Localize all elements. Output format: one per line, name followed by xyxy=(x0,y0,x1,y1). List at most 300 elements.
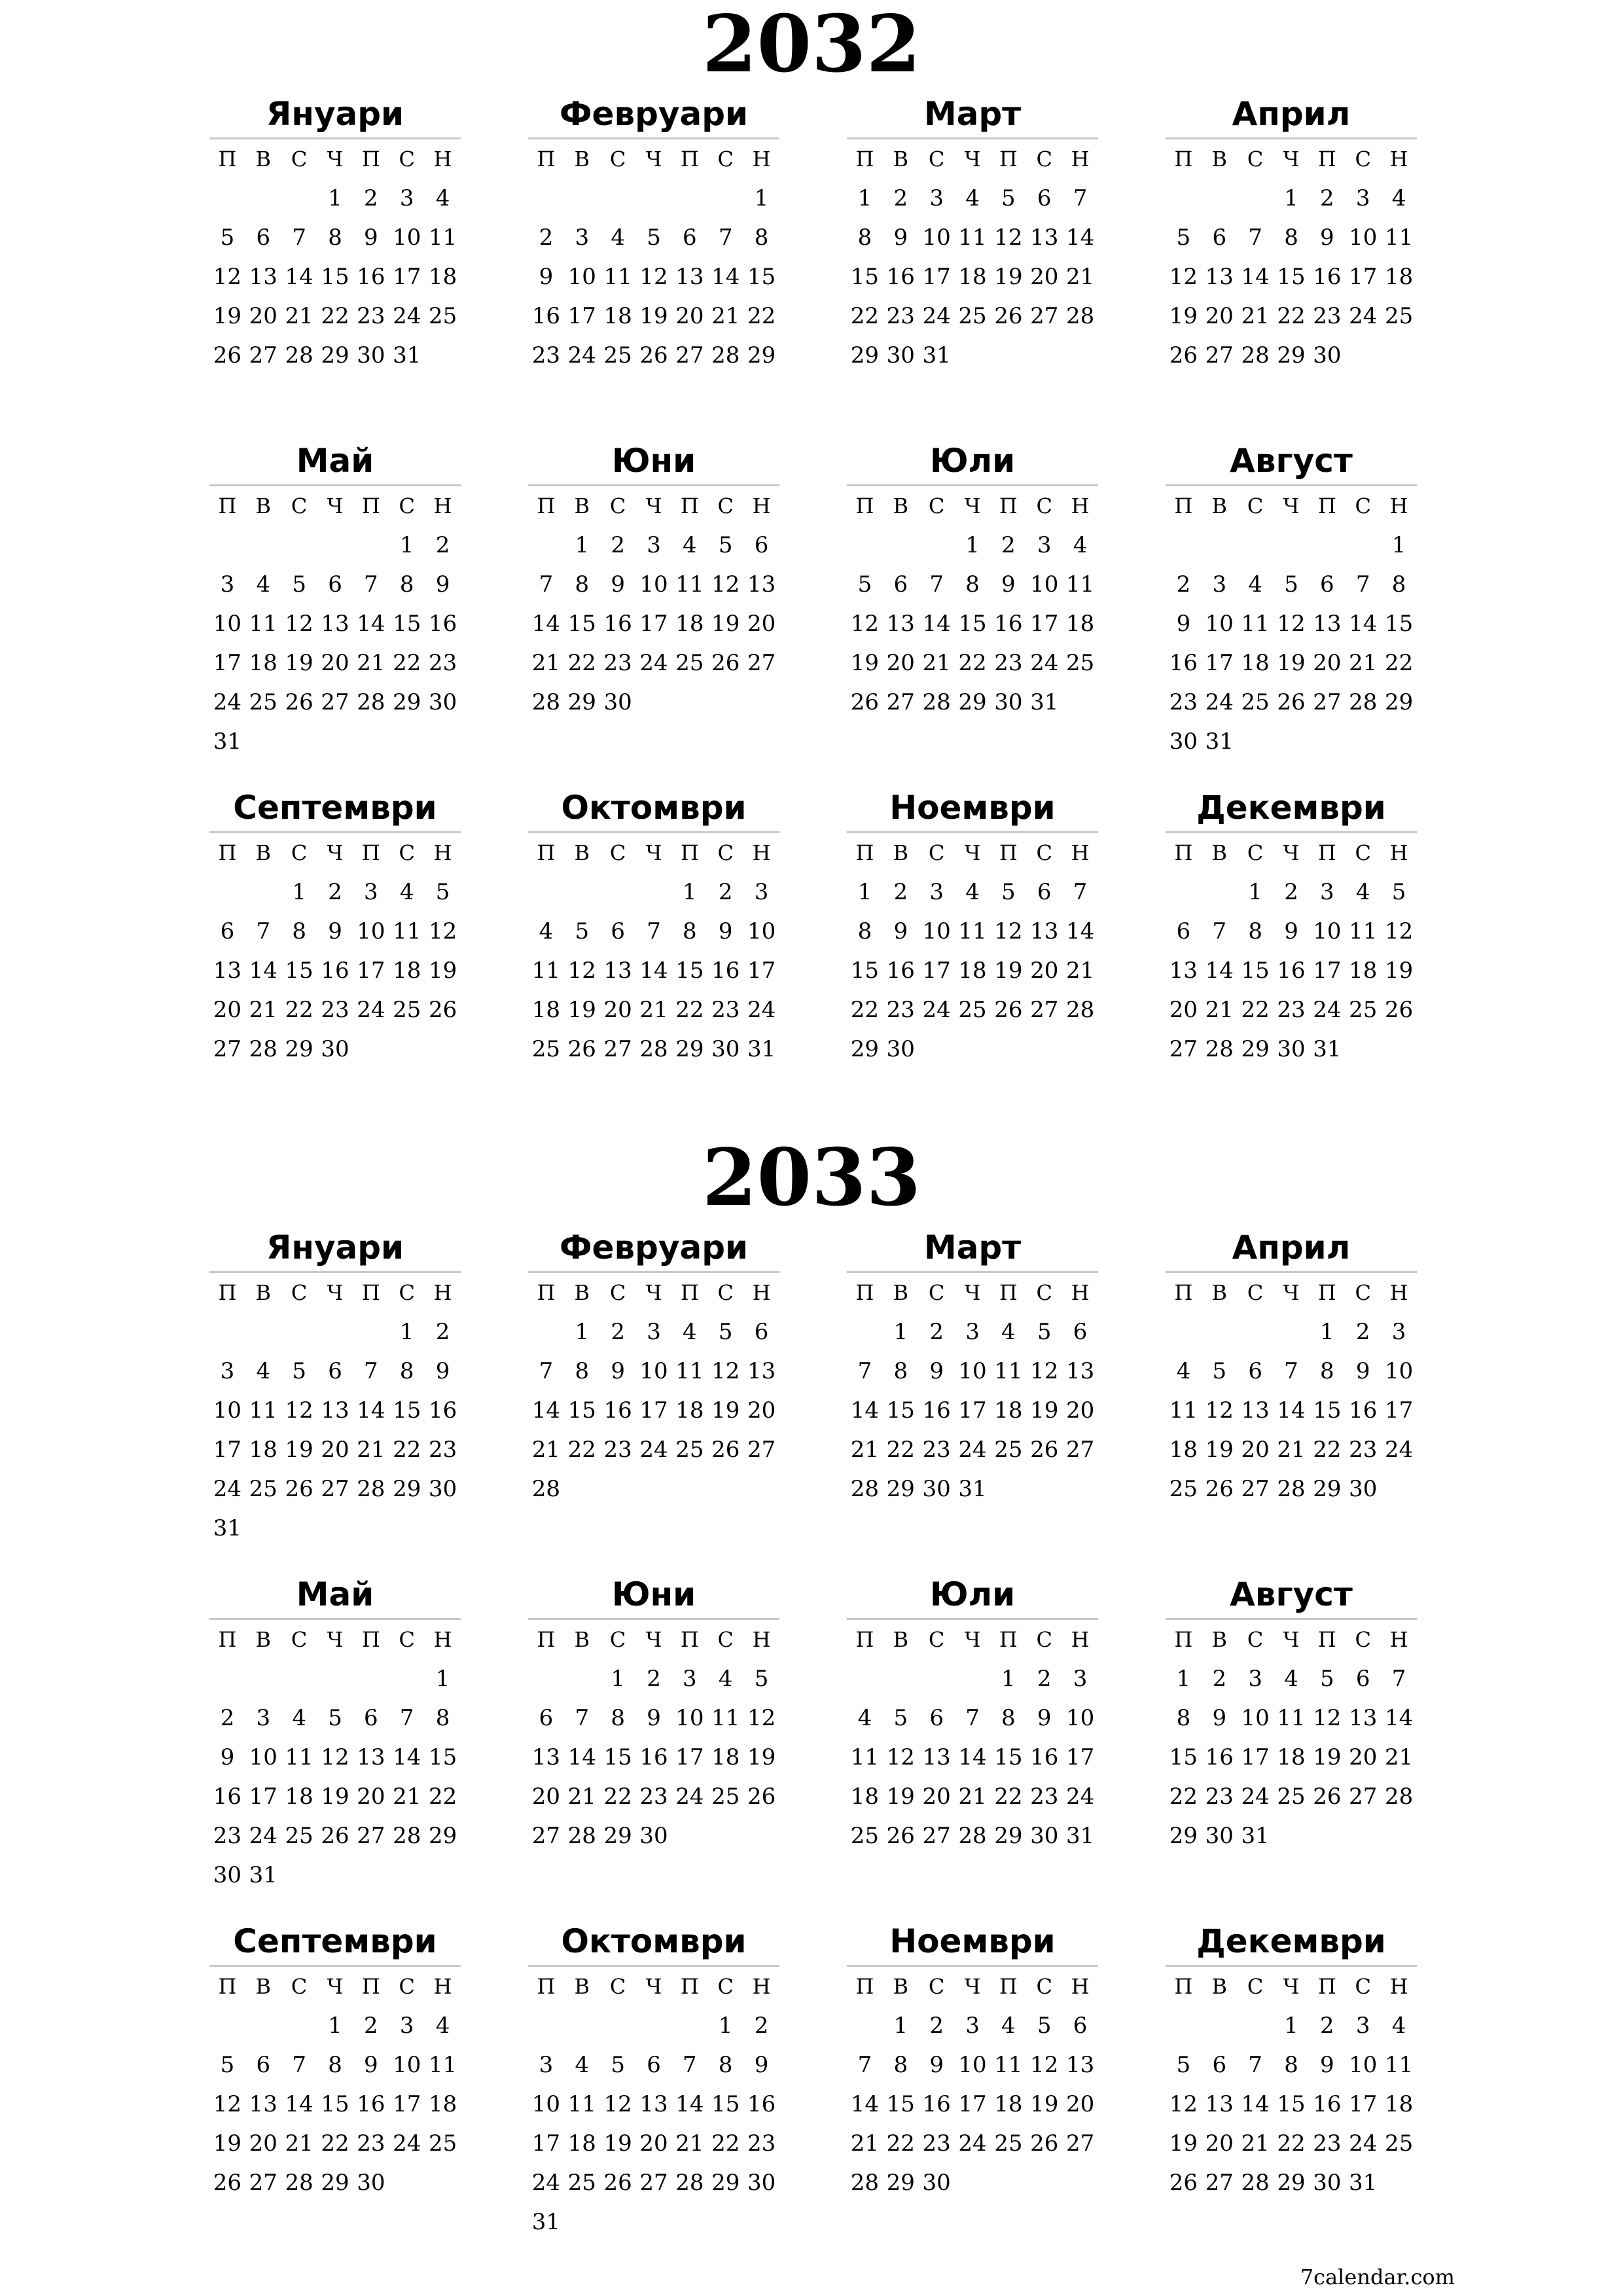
day-cell: 9 xyxy=(893,918,908,944)
day-cell: 6 xyxy=(1248,1358,1262,1384)
weekday-header: Ч xyxy=(645,840,662,865)
weekday-header: С xyxy=(928,840,945,865)
day-cell: 8 xyxy=(399,1358,414,1384)
empty-day-cell xyxy=(600,2006,636,2045)
day-cell: 3 xyxy=(1391,1319,1406,1345)
day-cell: 11 xyxy=(1241,611,1270,637)
day-cell: 23 xyxy=(994,650,1023,676)
day-cell: 31 xyxy=(249,1862,277,1888)
day-cell: 16 xyxy=(639,1744,668,1770)
day-cell: 21 xyxy=(675,2130,704,2157)
day-cell: 12 xyxy=(639,264,668,290)
day-cell: 6 xyxy=(539,1705,554,1731)
month-block xyxy=(847,1918,1098,2202)
day-cell: 17 xyxy=(393,2091,421,2117)
weekday-header: Н xyxy=(1071,147,1090,171)
day-cell: 20 xyxy=(321,1437,349,1463)
day-cell: 10 xyxy=(1313,918,1342,944)
day-cell: 18 xyxy=(531,997,561,1023)
day-cell: 25 xyxy=(531,1036,561,1062)
weekday-header: Н xyxy=(1071,493,1090,518)
month-name: Март xyxy=(847,90,1098,139)
day-cell: 14 xyxy=(1349,611,1378,637)
day-cell: 5 xyxy=(754,1666,769,1692)
footer-credit: 7calendar.com xyxy=(1300,2265,1455,2289)
empty-day-cell xyxy=(1202,179,1238,218)
weekday-header: Ч xyxy=(645,147,662,171)
day-cell: 8 xyxy=(754,224,769,251)
month-block xyxy=(1166,437,1417,761)
day-cell: 7 xyxy=(364,571,378,598)
day-cell: 8 xyxy=(292,918,306,944)
day-cell: 27 xyxy=(249,342,277,368)
empty-day-cell xyxy=(847,1659,883,1698)
weekday-header: В xyxy=(255,1627,272,1652)
weekday-header: В xyxy=(1211,1280,1228,1305)
day-cell: 12 xyxy=(886,1744,915,1770)
day-cell: 27 xyxy=(1349,1784,1378,1810)
weekday-header: Ч xyxy=(1283,1280,1300,1305)
weekday-header: П xyxy=(537,1280,556,1305)
weekday-header: П xyxy=(999,1627,1018,1652)
day-cell: 14 xyxy=(850,1397,880,1424)
day-cell: 9 xyxy=(754,2052,769,2078)
day-cell: 19 xyxy=(711,1397,740,1424)
day-cell: 10 xyxy=(393,2052,421,2078)
day-cell: 31 xyxy=(531,2209,561,2235)
day-cell: 7 xyxy=(1073,185,1088,211)
day-cell: 6 xyxy=(1073,2013,1088,2039)
month-block xyxy=(1166,90,1417,375)
day-cell: 14 xyxy=(1241,2091,1270,2117)
weekday-header: С xyxy=(1247,1627,1264,1652)
day-cell: 19 xyxy=(994,958,1023,984)
day-cell: 23 xyxy=(922,1437,951,1463)
day-cell: 5 xyxy=(1001,879,1016,905)
day-cell: 22 xyxy=(1277,2130,1306,2157)
day-cell: 26 xyxy=(567,1036,596,1062)
weekday-header: В xyxy=(1211,840,1228,865)
day-cell: 15 xyxy=(1241,958,1270,984)
day-cell: 7 xyxy=(292,224,306,251)
weekday-header: П xyxy=(361,1627,380,1652)
weekday-header: С xyxy=(1036,1974,1052,1999)
day-cell: 7 xyxy=(1284,1358,1298,1384)
month-block xyxy=(209,90,461,375)
day-cell: 12 xyxy=(285,1397,313,1424)
day-cell: 25 xyxy=(994,2130,1023,2157)
day-cell: 27 xyxy=(1169,1036,1198,1062)
empty-day-cell xyxy=(209,179,245,218)
day-cell: 15 xyxy=(567,1397,596,1424)
day-cell: 28 xyxy=(1241,2170,1270,2196)
day-cell: 25 xyxy=(1241,689,1270,715)
day-cell: 15 xyxy=(1384,611,1414,637)
day-cell: 24 xyxy=(1349,2130,1378,2157)
empty-day-cell xyxy=(600,179,636,218)
day-cell: 1 xyxy=(893,1319,908,1345)
weekday-header: С xyxy=(399,1280,415,1305)
day-cell: 15 xyxy=(711,2091,740,2117)
day-cell: 18 xyxy=(1384,264,1414,290)
day-cell: 14 xyxy=(393,1744,421,1770)
weekday-header: С xyxy=(291,493,308,518)
weekday-header: Ч xyxy=(964,840,981,865)
day-cell: 29 xyxy=(321,2170,349,2196)
weekday-header: Ч xyxy=(1283,1974,1300,1999)
day-cell: 9 xyxy=(435,1358,450,1384)
day-cell: 31 xyxy=(1241,1823,1270,1849)
day-cell: 21 xyxy=(711,303,740,329)
month-grid xyxy=(528,1967,779,2242)
day-cell: 26 xyxy=(1030,1437,1059,1463)
day-cell: 23 xyxy=(747,2130,776,2157)
day-cell: 24 xyxy=(639,1437,668,1463)
day-cell: 27 xyxy=(1313,689,1342,715)
empty-day-cell xyxy=(671,2006,707,2045)
day-cell: 16 xyxy=(1313,2091,1342,2117)
month-block xyxy=(847,1571,1098,1856)
day-cell: 21 xyxy=(922,650,951,676)
day-cell: 9 xyxy=(1001,571,1016,598)
weekday-header: С xyxy=(1355,493,1371,518)
day-cell: 30 xyxy=(886,342,915,368)
day-cell: 29 xyxy=(711,2170,740,2196)
day-cell: 13 xyxy=(1065,2052,1095,2078)
weekday-header: П xyxy=(855,1627,874,1652)
day-cell: 16 xyxy=(357,2091,385,2117)
day-cell: 19 xyxy=(1313,1744,1342,1770)
day-cell: 17 xyxy=(1349,264,1378,290)
day-cell: 3 xyxy=(647,1319,661,1345)
day-cell: 25 xyxy=(393,997,421,1023)
day-cell: 18 xyxy=(711,1744,740,1770)
day-cell: 28 xyxy=(285,2170,313,2196)
month-name: Май xyxy=(209,1571,461,1620)
day-cell: 1 xyxy=(575,1319,590,1345)
day-cell: 14 xyxy=(285,2091,313,2117)
weekday-header: Н xyxy=(752,493,771,518)
day-cell: 12 xyxy=(213,264,242,290)
weekday-header: С xyxy=(928,1974,945,1999)
day-cell: 2 xyxy=(893,185,908,211)
day-cell: 5 xyxy=(1176,2052,1191,2078)
day-cell: 13 xyxy=(886,611,915,637)
day-cell: 2 xyxy=(435,532,450,558)
weekday-header: В xyxy=(255,1280,272,1305)
day-cell: 25 xyxy=(285,1823,313,1849)
day-cell: 25 xyxy=(249,1476,277,1502)
day-cell: 20 xyxy=(213,997,242,1023)
day-cell: 29 xyxy=(850,1036,880,1062)
day-cell: 26 xyxy=(1169,342,1198,368)
empty-day-cell xyxy=(671,179,707,218)
day-cell: 12 xyxy=(1030,1358,1059,1384)
weekday-header: Ч xyxy=(327,147,344,171)
day-cell: 21 xyxy=(1384,1744,1414,1770)
day-cell: 16 xyxy=(603,1397,632,1424)
day-cell: 13 xyxy=(321,611,349,637)
empty-day-cell xyxy=(528,2006,564,2045)
weekday-header: С xyxy=(291,1974,308,1999)
day-cell: 8 xyxy=(435,1705,450,1731)
day-cell: 8 xyxy=(683,918,697,944)
day-cell: 20 xyxy=(357,1784,385,1810)
weekday-header: С xyxy=(609,1627,626,1652)
weekday-header: С xyxy=(609,1974,626,1999)
day-cell: 3 xyxy=(575,224,590,251)
empty-day-cell xyxy=(1166,2006,1202,2045)
day-cell: 8 xyxy=(328,2052,342,2078)
day-cell: 21 xyxy=(285,2130,313,2157)
weekday-header: Н xyxy=(752,147,771,171)
day-cell: 5 xyxy=(328,1705,342,1731)
day-cell: 3 xyxy=(364,879,378,905)
day-cell: 15 xyxy=(958,611,987,637)
day-cell: 9 xyxy=(328,918,342,944)
empty-day-cell xyxy=(528,1312,564,1352)
day-cell: 21 xyxy=(285,303,313,329)
weekday-header: П xyxy=(361,1280,380,1305)
day-cell: 26 xyxy=(1030,2130,1059,2157)
day-cell: 25 xyxy=(675,650,704,676)
day-cell: 12 xyxy=(994,224,1023,251)
day-cell: 22 xyxy=(603,1784,632,1810)
weekday-header: П xyxy=(1317,1627,1336,1652)
day-cell: 3 xyxy=(1073,1666,1088,1692)
day-cell: 6 xyxy=(1212,224,1227,251)
day-cell: 25 xyxy=(428,303,457,329)
day-cell: 17 xyxy=(213,650,242,676)
day-cell: 21 xyxy=(357,1437,385,1463)
day-cell: 20 xyxy=(321,650,349,676)
day-cell: 22 xyxy=(1384,650,1414,676)
day-cell: 7 xyxy=(1355,571,1370,598)
day-cell: 13 xyxy=(1313,611,1342,637)
day-cell: 26 xyxy=(994,997,1023,1023)
day-cell: 16 xyxy=(428,1397,457,1424)
day-cell: 28 xyxy=(531,1476,561,1502)
day-cell: 15 xyxy=(285,958,313,984)
day-cell: 22 xyxy=(886,2130,915,2157)
weekday-header: Н xyxy=(433,1280,452,1305)
day-cell: 26 xyxy=(1205,1476,1234,1502)
day-cell: 7 xyxy=(539,571,554,598)
day-cell: 17 xyxy=(922,958,951,984)
weekday-header: В xyxy=(893,840,909,865)
day-cell: 20 xyxy=(1313,650,1342,676)
empty-day-cell xyxy=(919,526,955,565)
day-cell: 2 xyxy=(611,532,625,558)
day-cell: 3 xyxy=(220,1358,235,1384)
empty-day-cell xyxy=(1202,526,1238,565)
day-cell: 3 xyxy=(220,571,235,598)
day-cell: 30 xyxy=(994,689,1023,715)
day-cell: 10 xyxy=(357,918,385,944)
month-grid xyxy=(528,486,779,722)
day-cell: 7 xyxy=(1248,2052,1262,2078)
day-cell: 23 xyxy=(1313,303,1342,329)
weekday-header: В xyxy=(1211,1627,1228,1652)
day-cell: 5 xyxy=(647,224,661,251)
day-cell: 13 xyxy=(747,1358,776,1384)
month-grid xyxy=(847,833,1098,1069)
day-cell: 20 xyxy=(1030,958,1059,984)
weekday-header: П xyxy=(680,840,699,865)
month-name: Октомври xyxy=(528,1918,779,1967)
day-cell: 14 xyxy=(531,1397,561,1424)
weekday-header: Н xyxy=(433,147,452,171)
day-cell: 18 xyxy=(249,1437,277,1463)
day-cell: 21 xyxy=(357,650,385,676)
day-cell: 6 xyxy=(1037,185,1052,211)
day-cell: 21 xyxy=(850,2130,880,2157)
day-cell: 10 xyxy=(1065,1705,1095,1731)
day-cell: 17 xyxy=(1313,958,1342,984)
weekday-header: Н xyxy=(1389,1974,1408,1999)
day-cell: 26 xyxy=(1313,1784,1342,1810)
day-cell: 25 xyxy=(711,1784,740,1810)
day-cell: 6 xyxy=(754,1319,769,1345)
day-cell: 14 xyxy=(850,2091,880,2117)
weekday-header: П xyxy=(999,493,1018,518)
day-cell: 31 xyxy=(747,1036,776,1062)
weekday-header: С xyxy=(609,493,626,518)
day-cell: 6 xyxy=(929,1705,944,1731)
weekday-header: С xyxy=(1247,1974,1264,1999)
day-cell: 4 xyxy=(683,532,697,558)
day-cell: 13 xyxy=(1205,264,1234,290)
month-name: Февруари xyxy=(528,1224,779,1273)
day-cell: 12 xyxy=(321,1744,349,1770)
day-cell: 28 xyxy=(1277,1476,1306,1502)
day-cell: 12 xyxy=(213,2091,242,2117)
day-cell: 14 xyxy=(567,1744,596,1770)
day-cell: 4 xyxy=(399,879,414,905)
month-block xyxy=(209,784,461,1069)
empty-day-cell xyxy=(281,1312,317,1352)
day-cell: 12 xyxy=(850,611,880,637)
day-cell: 16 xyxy=(994,611,1023,637)
empty-day-cell xyxy=(209,526,245,565)
weekday-header: С xyxy=(928,1280,945,1305)
day-cell: 10 xyxy=(567,264,596,290)
weekday-header: Ч xyxy=(327,1280,344,1305)
day-cell: 20 xyxy=(747,611,776,637)
month-grid xyxy=(209,1273,461,1548)
day-cell: 20 xyxy=(747,1397,776,1424)
empty-day-cell xyxy=(209,2006,245,2045)
day-cell: 12 xyxy=(994,918,1023,944)
weekday-header: Н xyxy=(433,840,452,865)
weekday-header: П xyxy=(999,1280,1018,1305)
day-cell: 11 xyxy=(675,571,704,598)
day-cell: 6 xyxy=(611,918,625,944)
day-cell: 10 xyxy=(639,571,668,598)
day-cell: 18 xyxy=(994,2091,1023,2117)
empty-day-cell xyxy=(353,526,389,565)
day-cell: 4 xyxy=(611,224,625,251)
month-grid xyxy=(1166,833,1417,1069)
day-cell: 1 xyxy=(1001,1666,1016,1692)
weekday-header: Н xyxy=(1071,1627,1090,1652)
day-cell: 10 xyxy=(213,611,242,637)
weekday-header: Н xyxy=(1071,840,1090,865)
day-cell: 8 xyxy=(1176,1705,1191,1731)
day-cell: 6 xyxy=(754,532,769,558)
day-cell: 1 xyxy=(399,1319,414,1345)
weekday-header: В xyxy=(574,1974,590,1999)
day-cell: 3 xyxy=(683,1666,697,1692)
day-cell: 11 xyxy=(994,2052,1023,2078)
month-grid xyxy=(847,1273,1098,1509)
day-cell: 25 xyxy=(567,2170,596,2196)
weekday-header: П xyxy=(855,1280,874,1305)
day-cell: 27 xyxy=(213,1036,242,1062)
day-cell: 4 xyxy=(1248,571,1262,598)
day-cell: 2 xyxy=(220,1705,235,1731)
day-cell: 3 xyxy=(399,185,414,211)
weekday-header: С xyxy=(1036,493,1052,518)
weekday-header: Ч xyxy=(645,1974,662,1999)
day-cell: 10 xyxy=(922,224,951,251)
day-cell: 5 xyxy=(1284,571,1298,598)
day-cell: 25 xyxy=(1384,303,1414,329)
weekday-header: П xyxy=(218,1974,237,1999)
day-cell: 12 xyxy=(428,918,457,944)
weekday-header: П xyxy=(680,1974,699,1999)
month-name: Декември xyxy=(1166,784,1417,833)
weekday-header: П xyxy=(680,1627,699,1652)
weekday-header: Ч xyxy=(327,493,344,518)
day-cell: 17 xyxy=(213,1437,242,1463)
day-cell: 2 xyxy=(893,879,908,905)
day-cell: 12 xyxy=(1169,2091,1198,2117)
day-cell: 24 xyxy=(1030,650,1059,676)
day-cell: 17 xyxy=(1030,611,1059,637)
day-cell: 7 xyxy=(647,918,661,944)
day-cell: 9 xyxy=(220,1744,235,1770)
day-cell: 14 xyxy=(675,2091,704,2117)
day-cell: 16 xyxy=(1277,958,1306,984)
month-grid xyxy=(1166,1273,1417,1509)
day-cell: 24 xyxy=(1205,689,1234,715)
month-block xyxy=(847,784,1098,1069)
day-cell: 1 xyxy=(754,185,769,211)
day-cell: 30 xyxy=(428,689,457,715)
weekday-header: П xyxy=(1317,493,1336,518)
day-cell: 21 xyxy=(1065,264,1095,290)
day-cell: 23 xyxy=(639,1784,668,1810)
day-cell: 20 xyxy=(249,2130,277,2157)
day-cell: 29 xyxy=(886,2170,915,2196)
day-cell: 31 xyxy=(1030,689,1059,715)
month-name: Юли xyxy=(847,1571,1098,1620)
day-cell: 30 xyxy=(1313,342,1342,368)
day-cell: 18 xyxy=(249,650,277,676)
weekday-header: П xyxy=(218,840,237,865)
day-cell: 24 xyxy=(357,997,385,1023)
day-cell: 10 xyxy=(1241,1705,1270,1731)
day-cell: 22 xyxy=(747,303,776,329)
weekday-header: П xyxy=(218,493,237,518)
day-cell: 20 xyxy=(1030,264,1059,290)
month-name: Февруари xyxy=(528,90,779,139)
day-cell: 13 xyxy=(213,958,242,984)
weekday-header: С xyxy=(399,493,415,518)
day-cell: 29 xyxy=(850,342,880,368)
day-cell: 24 xyxy=(639,650,668,676)
